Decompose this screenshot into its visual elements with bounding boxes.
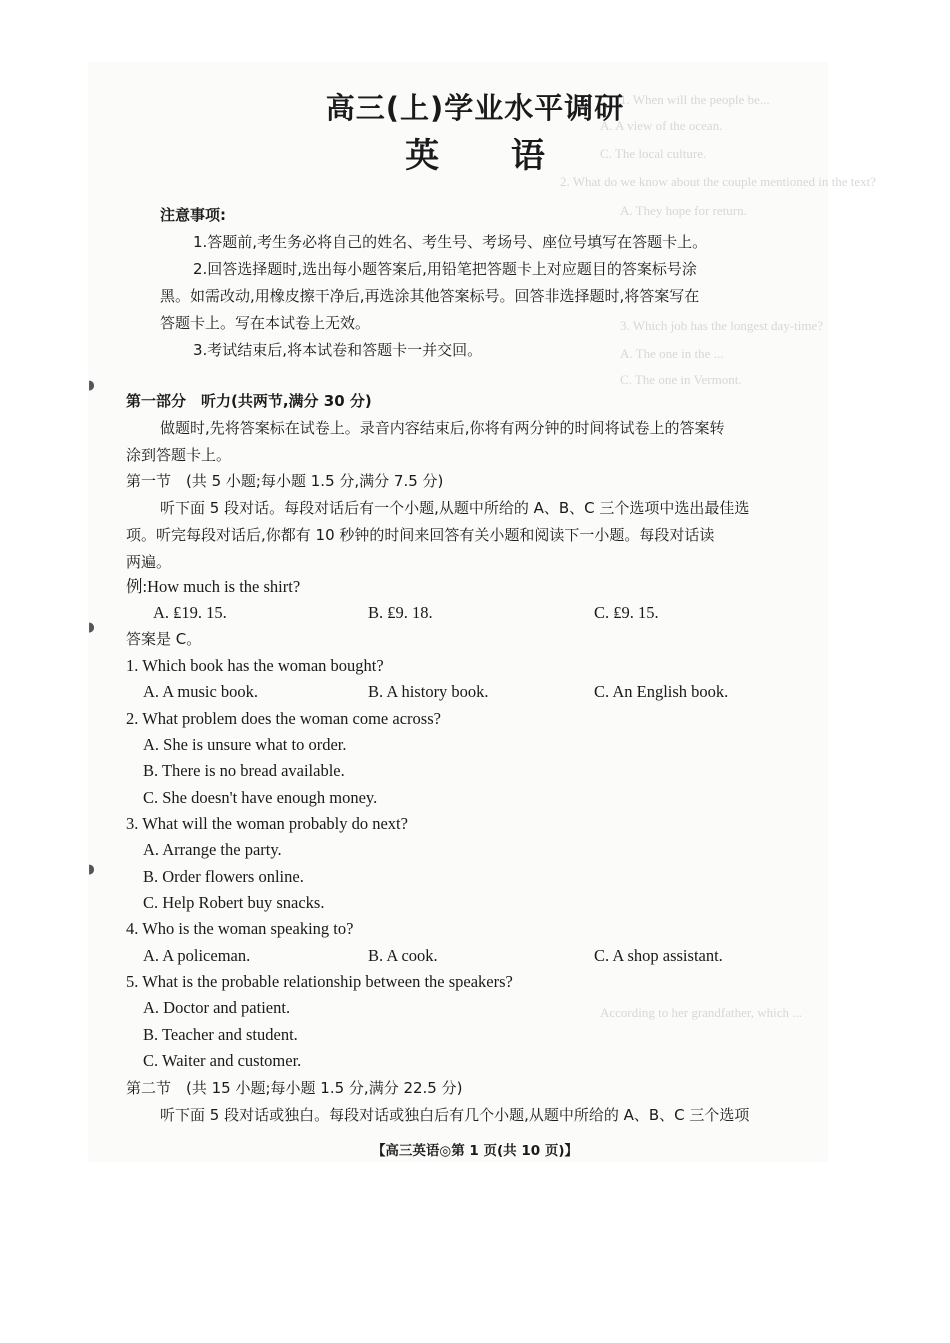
notice-item: 答题卡上。写在本试卷上无效。 (160, 314, 371, 332)
bleed-text: C. The local culture. (600, 146, 707, 161)
binding-hole-mark: ◗ (88, 378, 95, 393)
example-option-b: B. ₤9. 18. (368, 603, 433, 622)
question-5: 5. What is the probable relationship between the speakers? (126, 972, 513, 991)
question-2: 2. What problem does the woman come across? (126, 709, 441, 728)
page-footer: 【高三英语◎第 1 页(共 10 页)】 (371, 1143, 579, 1159)
question-4-option-b: B. A cook. (368, 946, 438, 965)
question-5-option-c: C. Waiter and customer. (143, 1051, 302, 1070)
example-option-c: C. ₤9. 15. (594, 603, 659, 622)
question-4: 4. Who is the woman speaking to? (126, 919, 354, 938)
question-1-option-b: B. A history book. (368, 682, 489, 701)
question-2-option-c: C. She doesn't have enough money. (143, 788, 378, 807)
binding-hole-mark: ◗ (88, 862, 95, 877)
notice-heading: 注意事项: (160, 206, 226, 224)
question-3-option-a: A. Arrange the party. (143, 840, 282, 859)
question-2-option-b: B. There is no bread available. (143, 761, 345, 780)
question-3-option-c: C. Help Robert buy snacks. (143, 893, 325, 912)
section1-instructions: 听下面 5 段对话。每段对话后有一个小题,从题中所给的 A、B、C 三个选项中选出最佳选 (160, 499, 750, 517)
question-1: 1. Which book has the woman bought? (126, 656, 384, 675)
question-3: 3. What will the woman probably do next? (126, 814, 408, 833)
section2-instructions: 听下面 5 段对话或独白。每段对话或独白后有几个小题,从题中所给的 A、B、C 三个选项 (160, 1106, 750, 1124)
question-5-option-a: A. Doctor and patient. (143, 998, 291, 1017)
exam-title: 高三(上)学业水平调研 (325, 91, 625, 125)
bleed-text: According to her grandfather, which ... (600, 1005, 802, 1020)
binding-hole-mark: ◗ (88, 620, 95, 635)
question-1-option-c: C. An English book. (594, 682, 729, 701)
question-3-option-b: B. Order flowers online. (143, 867, 304, 886)
bleed-text: 3. Which job has the longest day-time? (620, 318, 824, 333)
question-4-option-c: C. A shop assistant. (594, 946, 723, 965)
bleed-text: A. A view of the ocean. (600, 118, 723, 133)
section1-instructions: 项。听完每段对话后,你都有 10 秒钟的时间来回答有关小题和阅读下一小题。每段对话读 (126, 526, 715, 544)
section1-heading: 第一节 (共 5 小题;每小题 1.5 分,满分 7.5 分) (126, 472, 444, 490)
notice-item: 3.考试结束后,将本试卷和答题卡一并交回。 (193, 341, 483, 359)
bleed-text: 1. When will the people be... (620, 92, 770, 107)
example-question: 例:How much is the shirt? (126, 577, 301, 596)
bleed-text: 2. What do we know about the couple mentioned in the text? (560, 174, 877, 189)
part1-heading: 第一部分 听力(共两节,满分 30 分) (126, 392, 372, 410)
question-1-option-a: A. A music book. (143, 682, 259, 701)
section2-heading: 第二节 (共 15 小题;每小题 1.5 分,满分 22.5 分) (126, 1079, 463, 1097)
notice-item: 1.答题前,考生务必将自己的姓名、考生号、考场号、座位号填写在答题卡上。 (193, 233, 708, 251)
notice-item: 黑。如需改动,用橡皮擦干净后,再选涂其他答案标号。回答非选择题时,将答案写在 (160, 287, 700, 305)
bleed-text: A. The one in the ... (620, 346, 724, 361)
question-5-option-b: B. Teacher and student. (143, 1025, 298, 1044)
section1-instructions: 两遍。 (126, 553, 172, 571)
notice-item: 2.回答选择题时,选出每小题答案后,用铅笔把答题卡上对应题目的答案标号涂 (193, 260, 697, 278)
example-answer: 答案是 C。 (126, 630, 202, 648)
subject-title: 英 语 (405, 136, 545, 176)
part1-intro: 做题时,先将答案标在试卷上。录音内容结束后,你将有两分钟的时间将试卷上的答案转 (160, 419, 725, 437)
part1-intro: 涂到答题卡上。 (126, 446, 232, 464)
bleed-text: C. The one in Vermont. (620, 372, 742, 387)
question-2-option-a: A. She is unsure what to order. (143, 735, 347, 754)
bleed-text: A. They hope for return. (620, 203, 747, 218)
example-option-a: A. ₤19. 15. (153, 603, 227, 622)
question-4-option-a: A. A policeman. (143, 946, 251, 965)
